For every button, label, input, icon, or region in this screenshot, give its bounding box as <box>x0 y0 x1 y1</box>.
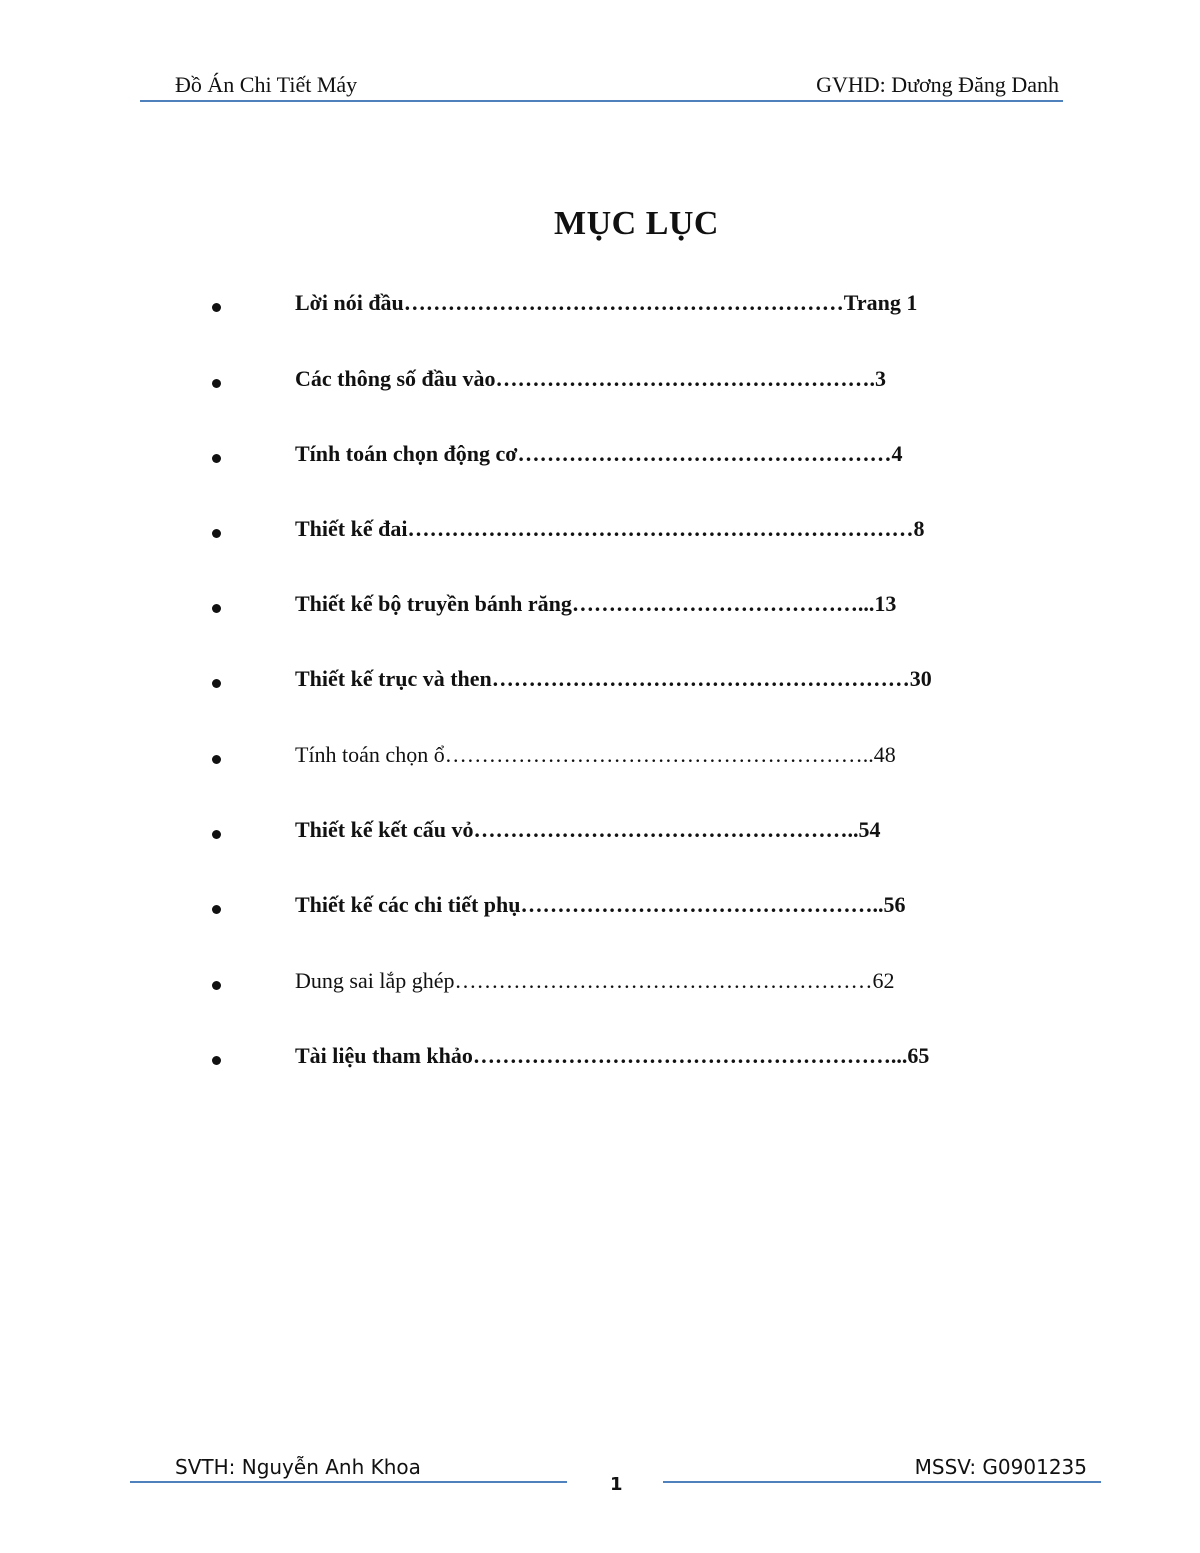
toc-entry: Tính toán chọn động cơ……………………………………………4 <box>295 441 903 466</box>
footer-student-id: MSSV: G0901235 <box>914 1455 1087 1479</box>
bullet-icon <box>212 604 221 613</box>
footer-divider-left <box>130 1481 567 1483</box>
toc-item <box>205 366 1025 406</box>
toc-item <box>205 1043 1025 1083</box>
toc-entry: Các thông số đầu vào…………………………………………….3 <box>295 366 886 391</box>
toc-item <box>205 742 1025 782</box>
toc-item <box>205 516 1025 556</box>
bullet-icon <box>212 529 221 538</box>
toc-entry: Tính toán chọn ổ…………………………………………………..48 <box>295 742 896 767</box>
toc-entry: Thiết kế kết cấu vỏ……………………………………………..54 <box>295 817 881 842</box>
toc-item <box>205 441 1025 481</box>
bullet-icon <box>212 454 221 463</box>
toc-item <box>205 591 1025 631</box>
bullet-icon <box>212 755 221 764</box>
bullet-icon <box>212 379 221 388</box>
toc-entry: Lời nói đầu……………………………………………………Trang 1 <box>295 290 918 315</box>
toc-entry: Dung sai lắp ghép…………………………………………………62 <box>295 968 895 993</box>
bullet-icon <box>212 1056 221 1065</box>
header-advisor: GVHD: Dương Đăng Danh <box>816 72 1059 97</box>
bullet-icon <box>212 830 221 839</box>
bullet-icon <box>212 981 221 990</box>
footer-divider-right <box>663 1481 1101 1483</box>
toc-entry: Tài liệu tham khảo…………………………………………………...65 <box>295 1043 930 1068</box>
toc-entry: Thiết kế các chi tiết phụ…………………………………………..56 <box>295 892 906 917</box>
toc-item <box>205 666 1025 706</box>
bullet-icon <box>212 905 221 914</box>
footer-student-name: SVTH: Nguyễn Anh Khoa <box>175 1455 421 1479</box>
toc-item <box>205 892 1025 932</box>
toc-entry: Thiết kế đai……………………………………………………………8 <box>295 516 925 541</box>
header-document-title: Đồ Án Chi Tiết Máy <box>175 72 358 97</box>
toc-entry: Thiết kế trục và then…………………………………………………30 <box>295 666 932 691</box>
toc-item <box>205 968 1025 1008</box>
toc-entry: Thiết kế bộ truyền bánh răng…………………………………...13 <box>295 591 897 616</box>
bullet-icon <box>212 679 221 688</box>
page-title: MỤC LỤC <box>554 205 719 242</box>
toc-item <box>205 290 1025 330</box>
bullet-icon <box>212 303 221 312</box>
toc-item <box>205 817 1025 857</box>
page-number: 1 <box>610 1474 623 1495</box>
